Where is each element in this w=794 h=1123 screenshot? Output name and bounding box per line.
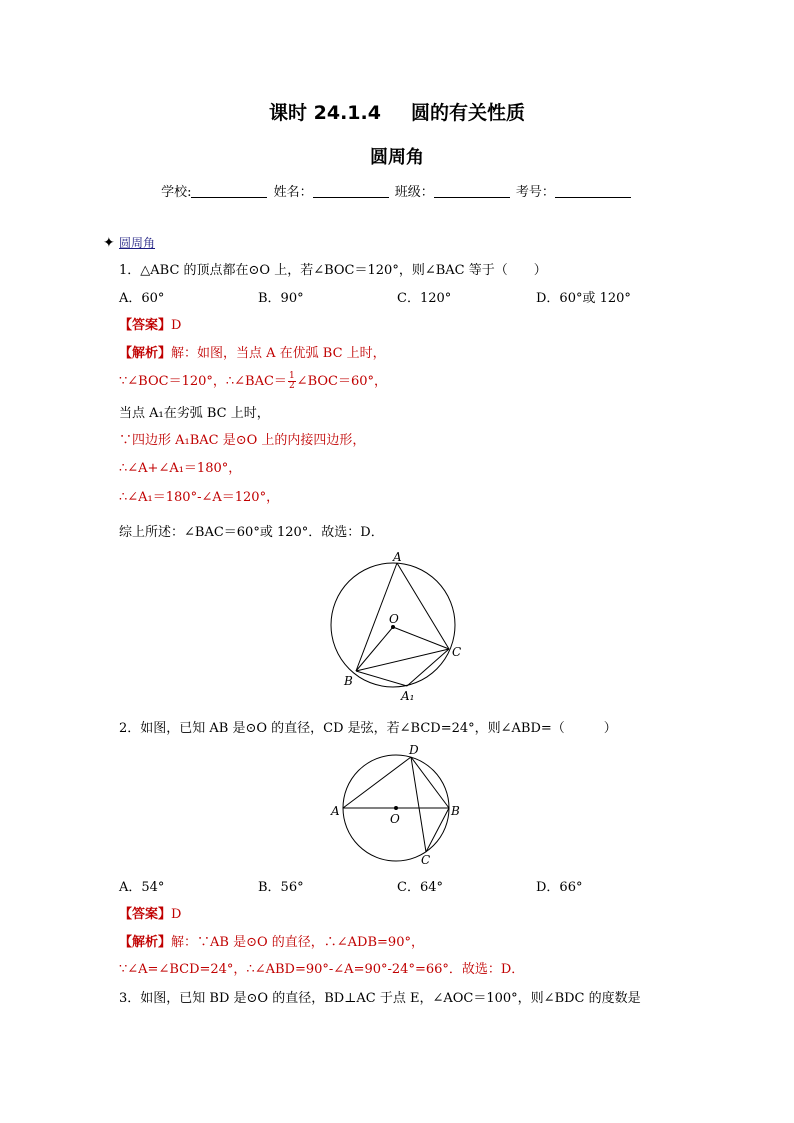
q1-segment-ba1 bbox=[356, 671, 407, 686]
q2-analysis-line-2: ∵∠A=∠BCD=24°，∴∠ABD=90°-∠A=90°-24°=66°．故选：D． bbox=[119, 962, 525, 977]
q2-figure bbox=[325, 740, 470, 868]
lesson-subtitle: 圆周角 bbox=[370, 147, 424, 168]
class-label: 班级： bbox=[394, 185, 434, 200]
lesson-number: 课时 24.1.4 bbox=[269, 102, 381, 124]
q2-label-b: B bbox=[451, 804, 460, 818]
q1-label-o: O bbox=[389, 612, 399, 626]
q1-analysis-line-3: 当点 A₁在劣弧 BC 上时， bbox=[119, 406, 270, 421]
school-blank bbox=[191, 184, 267, 198]
q2-label-a: A bbox=[331, 804, 340, 818]
q2-option-b: B．56° bbox=[258, 880, 304, 895]
name-label: 姓名： bbox=[273, 185, 313, 200]
q1-analysis-line-4: ∵四边形 A₁BAC 是⊙O 上的内接四边形， bbox=[119, 433, 366, 448]
q2-chord-dc bbox=[411, 757, 426, 852]
q2-option-a: A．54° bbox=[119, 880, 165, 895]
student-info-line bbox=[0, 181, 794, 200]
q1-segment-ob bbox=[356, 627, 393, 671]
q1-label-a: A bbox=[393, 550, 402, 564]
q2-answer bbox=[119, 903, 181, 922]
class-blank bbox=[434, 184, 510, 198]
q1-figure bbox=[325, 549, 470, 707]
q2-answer-value: D bbox=[171, 907, 182, 922]
q1-answer-value: D bbox=[171, 318, 182, 333]
q1-option-a: A．60° bbox=[119, 291, 165, 306]
q1-option-d: D．60°或 120° bbox=[536, 291, 631, 306]
q1-analysis-line-5: ∴∠A+∠A₁＝180°， bbox=[119, 461, 242, 476]
exam-number-blank bbox=[555, 184, 631, 198]
q1-option-c: C．120° bbox=[397, 291, 452, 306]
q2-analysis-line-1: 【解析】解：∵AB 是⊙O 的直径，∴∠ADB=90°， bbox=[119, 935, 424, 950]
section-label: 圆周角 bbox=[119, 236, 156, 250]
lesson-topic: 圆的有关性质 bbox=[410, 102, 525, 124]
q1-analysis-tag: 【解析】 bbox=[119, 346, 172, 361]
q3-stem: 3．如图，已知 BD 是⊙O 的直径，BD⊥AC 于点 E，∠AOC＝100°，则∠BDC 的度数是 bbox=[119, 991, 641, 1006]
q2-option-c: C．64° bbox=[397, 880, 443, 895]
q2-answer-tag: 【答案】 bbox=[119, 907, 172, 922]
q2-segment-db bbox=[411, 757, 449, 808]
q2-label-c: C bbox=[421, 853, 431, 867]
q1-label-a1: A₁ bbox=[401, 689, 415, 703]
q2-label-o: O bbox=[390, 812, 400, 826]
q1-segment-bc bbox=[356, 649, 449, 671]
q1-analysis-line-7: 综上所述：∠BAC＝60°或 120°．故选：D． bbox=[119, 525, 384, 540]
q1-segment-ac bbox=[397, 563, 449, 649]
q1-option-b: B．90° bbox=[258, 291, 304, 306]
section-heading bbox=[103, 234, 155, 251]
q2-segment-ad bbox=[343, 757, 411, 808]
q1-segment-oc bbox=[393, 627, 449, 649]
q1-analysis-line-1: 【解析】解：如图，当点 A 在优弧 BC 上时， bbox=[119, 346, 386, 361]
q1-label-b: B bbox=[344, 674, 353, 688]
q2-analysis-tag: 【解析】 bbox=[119, 935, 172, 950]
q1-stem: 1．△ABC 的顶点都在⊙O 上，若∠BOC＝120°，则∠BAC 等于（ ） bbox=[119, 263, 547, 278]
school-label: 学校: bbox=[161, 185, 192, 200]
fraction-one-half: $\frac{1}{2}$ bbox=[288, 371, 295, 391]
star-icon: ✦ bbox=[103, 235, 115, 251]
q2-option-d: D．66° bbox=[536, 880, 583, 895]
q1-label-c: C bbox=[452, 645, 462, 659]
q1-segment-ca1 bbox=[407, 649, 449, 686]
q1-analysis-line-2: ∵∠BOC＝120°，∴∠BAC＝ $\frac{1}{2}$ ∠BOC＝60°， bbox=[119, 371, 388, 391]
q1-answer-tag: 【答案】 bbox=[119, 318, 172, 333]
q2-options bbox=[119, 876, 675, 895]
q1-analysis-line-6: ∴∠A₁＝180°-∠A＝120°， bbox=[119, 490, 280, 505]
q2-stem: 2．如图，已知 AB 是⊙O 的直径，CD 是弦，若∠BCD=24°，则∠ABD=（ ） bbox=[119, 721, 617, 736]
lesson-title bbox=[0, 98, 794, 125]
name-blank bbox=[313, 184, 389, 198]
exam-number-label: 考号： bbox=[515, 185, 555, 200]
q2-center-dot bbox=[394, 806, 398, 810]
q1-answer bbox=[119, 314, 181, 333]
q2-label-d: D bbox=[409, 743, 419, 757]
q1-options bbox=[119, 287, 675, 306]
q2-segment-bc bbox=[426, 808, 449, 852]
